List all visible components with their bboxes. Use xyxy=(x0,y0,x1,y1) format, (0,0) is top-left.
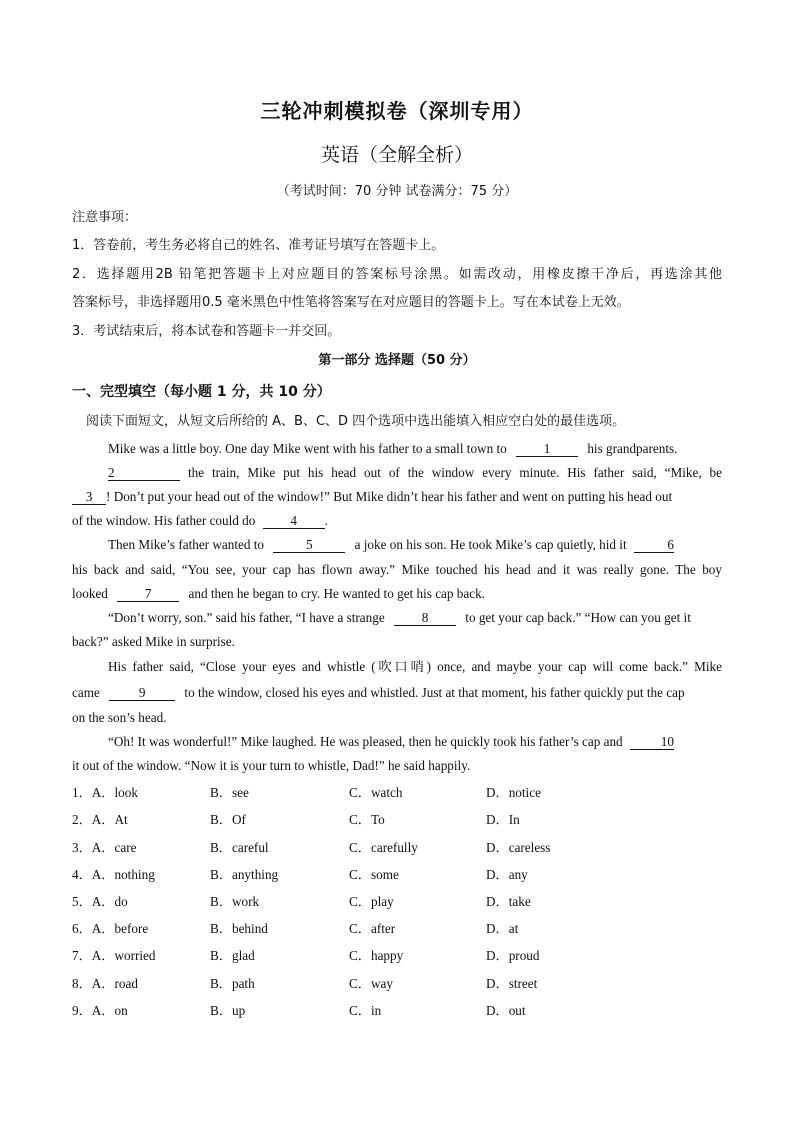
passage-text: Then Mike’s father wanted to xyxy=(108,537,265,552)
note-3: 3．考试结束后，将本试卷和答题卡一并交回。 xyxy=(72,324,341,339)
passage-text: “Oh! It was wonderful!” Mike laughed. He was pleased, then he quickly took his father’s cap and xyxy=(108,734,623,749)
blank-8: 8 xyxy=(394,610,456,626)
note-1: 1．答卷前，考生务必将自己的姓名、准考证号填写在答题卡上。 xyxy=(72,238,445,253)
option-c: C．way xyxy=(349,976,393,991)
passage-line xyxy=(72,684,722,702)
option-a: 6．A．before xyxy=(72,921,149,936)
passage-text: Mike was a little boy. One day Mike went with his father to a small town to xyxy=(108,441,507,456)
option-b: B．anything xyxy=(210,867,279,882)
option-d: D．take xyxy=(486,894,531,909)
blank-10: 10 xyxy=(630,734,674,750)
option-a: 4．A．nothing xyxy=(72,867,155,882)
option-b: B．work xyxy=(210,894,260,909)
option-c: C．some xyxy=(349,867,399,882)
blank-6: 6 xyxy=(634,537,674,553)
passage-line: it out of the window. “Now it is your turn to whistle, Dad!” he said happily. xyxy=(72,758,471,773)
option-b: B．path xyxy=(210,976,255,991)
passage-text: looked xyxy=(72,586,108,601)
options-row-8 xyxy=(72,973,722,991)
notes-heading: 注意事项： xyxy=(72,210,138,225)
passage-text: “Don’t worry, son.” said his father, “I have a strange xyxy=(108,610,385,625)
option-a: 2．A．At xyxy=(72,812,128,827)
passage-text: . xyxy=(324,513,328,528)
blank-5: 5 xyxy=(273,537,345,553)
passage-text: ! Don’t put your head out of the window!” But Mike didn’t hear his father and went on putting his head out xyxy=(106,489,673,504)
option-b: B．up xyxy=(210,1003,246,1018)
passage-line xyxy=(72,585,722,603)
section1-instruction: 阅读下面短文，从短文后所给的 A、B、C、D 四个选项中选出能填入相应空白处的最佳选项。 xyxy=(86,414,626,429)
option-c: C．happy xyxy=(349,948,404,963)
passage-line xyxy=(108,733,722,751)
exam-title: 三轮冲刺模拟卷（深圳专用） xyxy=(260,99,534,123)
note-2-line-2: 答案标号，非选择题用0.5 毫米黑色中性笔将答案写在对应题目的答题卡上。写在本试卷上无效。 xyxy=(72,295,630,310)
passage-line xyxy=(108,536,722,554)
option-c: C．play xyxy=(349,894,394,909)
option-d: D．proud xyxy=(486,948,540,963)
blank-4: 4 xyxy=(263,513,325,529)
options-row-9 xyxy=(72,1000,722,1018)
passage-text: to the window, closed his eyes and whistled. Just at that moment, his father quickly put the cap xyxy=(184,685,685,700)
exam-info: （考试时间：70 分钟 试卷满分：75 分） xyxy=(276,184,518,199)
passage-line xyxy=(108,440,722,458)
option-a: 1．A．look xyxy=(72,785,138,800)
passage-text: came xyxy=(72,685,100,700)
option-d: D．careless xyxy=(486,840,551,855)
exam-subtitle: 英语（全解全析） xyxy=(320,144,473,166)
option-d: D．any xyxy=(486,867,528,882)
section1-heading: 一、完型填空（每小题 1 分，共 10 分） xyxy=(72,384,331,400)
passage-text: to get your cap back.” “How can you get it xyxy=(465,610,691,625)
option-c: C．watch xyxy=(349,785,403,800)
options-row-1 xyxy=(72,782,722,800)
option-d: D．In xyxy=(486,812,520,827)
passage-line: back?” asked Mike in surprise. xyxy=(72,634,235,649)
option-c: C．after xyxy=(349,921,396,936)
passage-line: on the son’s head. xyxy=(72,710,167,725)
option-a: 3．A．care xyxy=(72,840,137,855)
blank-7: 7 xyxy=(117,586,179,602)
option-b: B．see xyxy=(210,785,249,800)
blank-2: 2 xyxy=(108,465,180,481)
options-row-5 xyxy=(72,891,722,909)
options-row-3 xyxy=(72,837,722,855)
option-d: D．out xyxy=(486,1003,526,1018)
option-d: D．at xyxy=(486,921,519,936)
blank-1: 1 xyxy=(516,441,578,457)
option-b: B．Of xyxy=(210,812,246,827)
option-a: 5．A．do xyxy=(72,894,128,909)
passage-text: the train, Mike put his head out of the window every minute. His father said, “Mike, be xyxy=(187,465,722,480)
passage-line xyxy=(72,512,722,530)
option-b: B．behind xyxy=(210,921,268,936)
passage-text: a joke on his son. He took Mike’s cap quietly, hid it xyxy=(354,537,627,552)
option-d: D．street xyxy=(486,976,538,991)
blank-9: 9 xyxy=(109,685,175,701)
passage-line: His father said, “Close your eyes and whistle (吹口哨) once, and maybe your cap will come back.” Mike xyxy=(108,659,722,674)
note-2-line-1: 2．选择题用2B 铅笔把答题卡上对应题目的答案标号涂黑。如需改动，用橡皮擦干净后，再选涂其他 xyxy=(72,267,722,282)
part1-heading: 第一部分 选择题（50 分） xyxy=(318,353,476,368)
option-c: C．in xyxy=(349,1003,382,1018)
passage-text: and then he began to cry. He wanted to get his cap back. xyxy=(188,586,485,601)
options-row-4 xyxy=(72,864,722,882)
options-row-7 xyxy=(72,945,722,963)
option-c: C．carefully xyxy=(349,840,418,855)
options-row-2 xyxy=(72,809,722,827)
option-b: B．careful xyxy=(210,840,269,855)
option-a: 8．A．road xyxy=(72,976,138,991)
passage-line xyxy=(108,464,722,482)
options-row-6 xyxy=(72,918,722,936)
option-a: 7．A．worried xyxy=(72,948,156,963)
passage-line: his back and said, “You see, your cap has flown away.” Mike touched his head and it was really gone. The boy xyxy=(72,562,722,577)
option-b: B．glad xyxy=(210,948,255,963)
option-c: C．To xyxy=(349,812,385,827)
passage-line xyxy=(108,609,722,627)
option-a: 9．A．on xyxy=(72,1003,128,1018)
passage-text: of the window. His father could do xyxy=(72,513,256,528)
passage-line xyxy=(72,488,722,506)
blank-3: 3 xyxy=(72,489,106,505)
passage-text: his grandparents. xyxy=(587,441,678,456)
option-d: D．notice xyxy=(486,785,541,800)
